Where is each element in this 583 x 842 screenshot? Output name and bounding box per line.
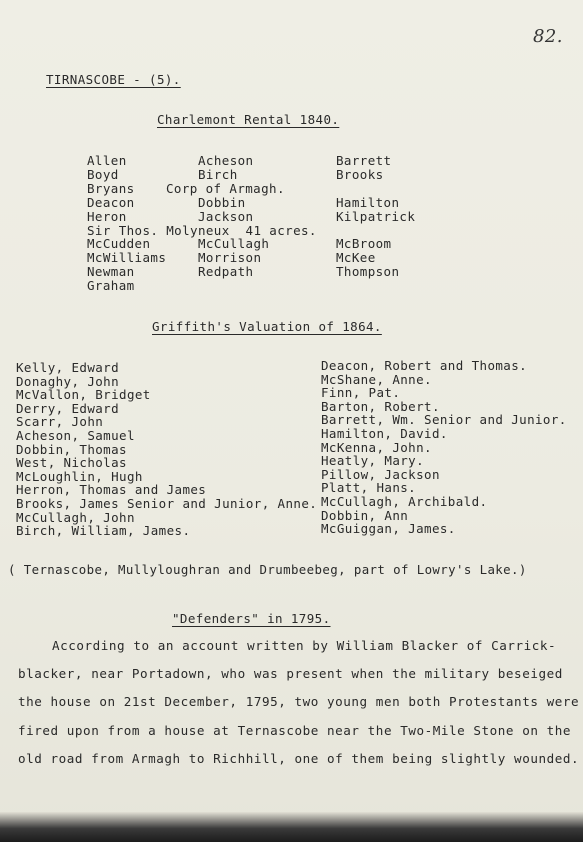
rental-name: Morrison [198,250,262,266]
valuation-entry: Finn, Pat. [321,385,401,401]
valuation-entry: Platt, Hans. [321,480,417,496]
rental-name: Jackson [198,208,254,224]
townland-note: ( Ternascobe, Mullyloughran and Drumbeebeg, part of Lowry's Lake.) [8,562,527,577]
rental-name: Graham [87,278,135,294]
valuation-entry: Dobbin, Thomas [16,441,127,457]
rental-name: McKee [336,250,376,266]
rental-name: Bryans [87,180,135,196]
valuation-entry: Birch, William, James. [16,523,191,539]
paragraph-line: fired upon from a house at Ternascobe near the Two-Mile Stone on the [18,722,571,738]
valuation-entry: Herron, Thomas and James [16,482,207,498]
valuation-entry: Pillow, Jackson [321,466,440,482]
rental-name: McBroom [336,236,392,252]
valuation-entry: McKenna, John. [321,439,432,455]
defenders-title: "Defenders" in 1795. [172,611,331,626]
rental-name: Thompson [336,264,400,280]
rental-name: McWilliams [87,250,167,266]
rental-name: Redpath [198,264,254,280]
page-number: 82. [533,26,563,47]
rental-name: Kilpatrick [336,208,416,224]
rental-name: Barrett [336,153,392,168]
page-heading: TIRNASCOBE - (5). [46,72,181,87]
rental-title: Charlemont Rental 1840. [157,112,340,127]
rental-name: McCullagh [198,236,270,252]
valuation-entry: Scarr, John [16,414,104,430]
valuation-entry: McCullagh, Archibald. [321,494,488,509]
rental-name: McCudden [87,236,151,252]
rental-name: Hamilton [336,194,400,210]
rental-name: Boyd [87,166,119,182]
valuation-entry: Donaghy, John [16,373,120,389]
paragraph-line: the house on 21st December, 1795, two young men both Protestants were [18,694,580,710]
valuation-entry: Barton, Robert. [321,398,440,414]
valuation-entry: Kelly, Edward [16,360,120,375]
paragraph-line: According to an account written by William Blacker of Carrick- [52,638,557,653]
valuation-entry: McLoughlin, Hugh [16,468,143,484]
paragraph-line: old road from Armagh to Richhill, one of them being slightly wounded. [18,750,580,766]
rental-name: Dobbin [198,194,246,210]
valuation-title: Griffith's Valuation of 1864. [152,319,382,334]
rental-name: Allen [87,153,127,168]
valuation-entry: Acheson, Samuel [16,428,135,443]
page-shadow [0,812,583,842]
rental-name: Deacon [87,194,135,210]
valuation-entry: McGuiggan, James. [321,521,456,537]
valuation-entry: Derry, Edward [16,400,120,416]
valuation-entry: Heatly, Mary. [321,453,425,469]
rental-name: Brooks [336,166,384,182]
valuation-entry: Deacon, Robert and Thomas. [321,358,528,373]
paragraph-line: blacker, near Portadown, who was present when the military beseiged [18,666,563,682]
valuation-entry: McCullagh, John [16,509,135,525]
valuation-entry: Hamilton, David. [321,426,448,441]
valuation-entry: Dobbin, Ann [321,507,409,523]
rental-name: Heron [87,208,127,224]
rental-name: Acheson [198,153,254,168]
valuation-entry: McShane, Anne. [321,371,432,387]
valuation-entry: Barrett, Wm. Senior and Junior. [321,412,567,428]
rental-name: Corp of Armagh. [166,180,285,196]
rental-name: Sir Thos. Molyneux 41 acres. [87,222,317,238]
valuation-entry: West, Nicholas [16,455,127,471]
rental-name: Newman [87,264,135,280]
rental-name: Birch [198,166,238,182]
valuation-entry: Brooks, James Senior and Junior, Anne. [16,496,318,511]
valuation-entry: McVallon, Bridget [16,387,151,403]
